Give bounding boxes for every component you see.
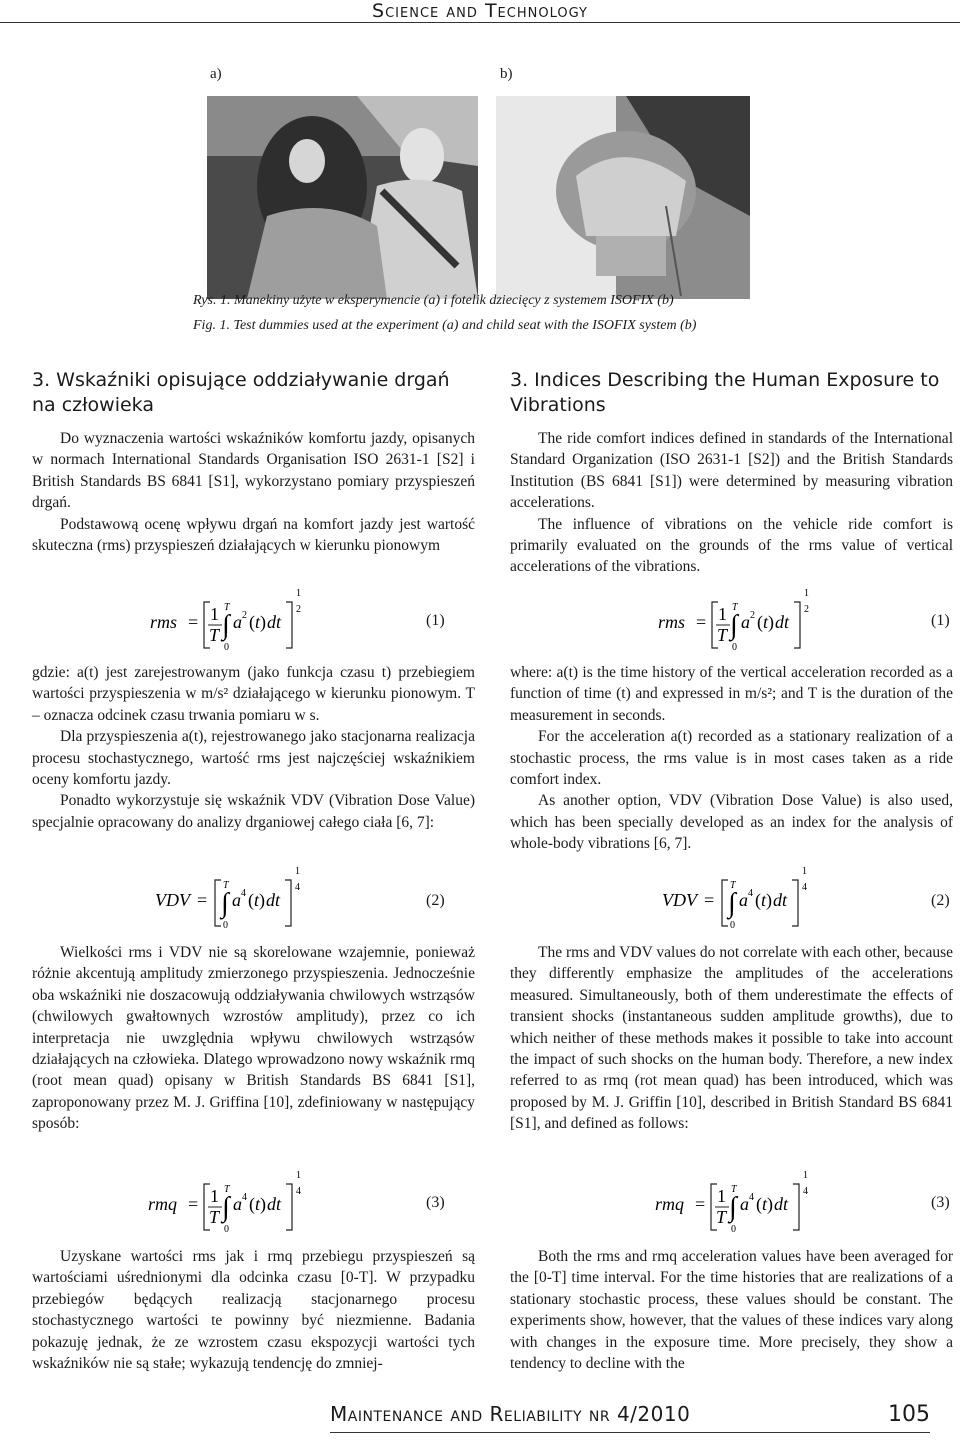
svg-text:0: 0 — [224, 1224, 229, 1235]
svg-text:t: t — [255, 1194, 261, 1214]
svg-text:dt: dt — [267, 612, 282, 632]
equation-rms-en — [658, 588, 828, 658]
svg-text:2: 2 — [750, 610, 755, 621]
svg-text:∫: ∫ — [222, 1192, 230, 1223]
svg-text:=: = — [197, 890, 208, 910]
equation-lhs: rms — [658, 612, 686, 632]
left-column-end — [32, 1246, 475, 1374]
right-column-middle — [510, 662, 953, 855]
equation-lhs: rms — [150, 612, 178, 632]
svg-text:0: 0 — [730, 920, 735, 931]
svg-text:T: T — [224, 1184, 230, 1195]
svg-text:a: a — [739, 890, 748, 910]
svg-text:1: 1 — [210, 604, 219, 624]
paragraph: As another option, VDV (Vibration Dose Value) is also used, which has been specially developed as an index for the analysis of whole-body vibrations [6, 7]. — [510, 792, 953, 853]
svg-text:T: T — [224, 602, 230, 613]
equation-number: (3) — [426, 1194, 445, 1211]
svg-text:1: 1 — [296, 588, 301, 599]
equation-lhs: VDV — [155, 890, 190, 910]
svg-text:t: t — [255, 612, 261, 632]
svg-text:=: = — [188, 1194, 199, 1214]
svg-text:t: t — [762, 1194, 768, 1214]
left-column-lower — [32, 942, 475, 1135]
svg-text:T: T — [732, 602, 738, 613]
svg-text:): ) — [259, 890, 265, 910]
paragraph: Both the rms and rmq acceleration values have been averaged for the [0-T] time interval. For the time histories that are realizations of a stationary stochastic process, these values should be constant. The experiments show, however, that the values of these indices vary along with changes in the exposure time. More precisely, they show a tendency to decline with the — [510, 1248, 953, 1373]
header-rule — [0, 22, 960, 23]
svg-text:t: t — [254, 890, 260, 910]
svg-text:4: 4 — [748, 888, 753, 899]
svg-text:(: ( — [249, 612, 255, 632]
running-header — [0, 0, 960, 24]
svg-text:T: T — [209, 1207, 220, 1227]
figure-caption-pl: Rys. 1. Manekiny użyte w eksperymencie (a) i fotelik dziecięcy z systemem ISOFIX (b) — [193, 293, 674, 308]
svg-text:T: T — [730, 880, 736, 891]
svg-text:T: T — [223, 880, 229, 891]
svg-text:a: a — [232, 890, 241, 910]
left-column-middle — [32, 662, 475, 833]
page-footer — [330, 1402, 930, 1426]
svg-text:4: 4 — [241, 888, 246, 899]
paragraph: where: a(t) is the time history of the vertical acceleration recorded as a function of time (t) and expressed in m/s²; and T is the duration of the measurement in seconds. — [510, 664, 953, 724]
svg-text:t: t — [763, 612, 769, 632]
paragraph: Wielkości rms i VDV nie są skorelowane wzajemnie, ponieważ różnie akcentują amplitudy zmierzonego przyspieszenia. Jednocześnie oba wskaźniki nie doszacowują oddziaływania chwilowych wstrząsów (chwilowych gwałtownych wzrostów amplitudy), przez co ich interpretacja nie uwzględnia wpływu chwilowych wstrząsów działających na człowieka. Dlatego wprowadzono nowy wskaźnik rmq (root mean quad) opisany w British Standards BS 6841 [S1], zaproponowany przez M. J. Griffina [10], zdefiniowany w następujący sposób: — [32, 944, 475, 1133]
svg-text:(: ( — [757, 612, 763, 632]
svg-text:4: 4 — [296, 1186, 301, 1197]
svg-text:t: t — [761, 890, 767, 910]
svg-text:1: 1 — [804, 588, 809, 599]
equation-number: (2) — [931, 892, 950, 909]
svg-text:0: 0 — [731, 1224, 736, 1235]
section-heading-en: 3. Indices Describing the Human Exposure to Vibrations — [510, 369, 940, 416]
equation-lhs: rmq — [148, 1194, 178, 1214]
equation-number: (1) — [426, 612, 445, 629]
footer-rule — [330, 1432, 930, 1433]
svg-text:a: a — [233, 612, 242, 632]
equation-number: (2) — [426, 892, 445, 909]
figure-caption-en: Fig. 1. Test dummies used at the experiment (a) and child seat with the ISOFIX system (b) — [193, 318, 697, 333]
svg-text:T: T — [717, 625, 728, 645]
svg-text:0: 0 — [223, 920, 228, 931]
svg-text:0: 0 — [224, 642, 229, 653]
svg-text:4: 4 — [749, 1192, 754, 1203]
svg-text:(: ( — [755, 890, 761, 910]
svg-text:4: 4 — [242, 1192, 247, 1203]
left-column-intro — [32, 428, 475, 556]
svg-text:1: 1 — [295, 866, 300, 877]
svg-text:∫: ∫ — [728, 888, 736, 919]
equation-number: (1) — [931, 612, 950, 629]
svg-text:dt: dt — [775, 612, 790, 632]
section-heading-pl: 3. Wskaźniki opisujące oddziaływanie drgań na człowieka — [32, 369, 450, 416]
svg-text:4: 4 — [295, 882, 300, 893]
journal-name: Maintenance and Reliability nr 4/2010 — [330, 1402, 691, 1426]
paragraph: The ride comfort indices defined in standards of the International Standard Organization (ISO 2631-1 [S2]) and the British Standards Institution (BS 6841 [S1]) were determined by measuring vibration accelerations. — [510, 430, 953, 512]
equation-rmq — [148, 1170, 318, 1240]
paragraph: Podstawową ocenę wpływu drgań na komfort jazdy jest wartość skuteczna (rms) przyspieszeń działających w kierunku pionowym — [32, 515, 475, 555]
svg-text:1: 1 — [210, 1186, 219, 1206]
svg-text:): ) — [260, 1194, 266, 1214]
svg-text:1: 1 — [717, 1186, 726, 1206]
paragraph: gdzie: a(t) jest zarejestrowanym (jako funkcja czasu t) przebiegiem wartości przyspieszenia w m/s² działającego w kierunku pionowym. T – oznacza odcinek czasu trwania pomiaru w s. — [32, 664, 475, 724]
svg-text:a: a — [741, 612, 750, 632]
paragraph: Uzyskane wartości rms jak i rmq przebiegu przyspieszeń są wartościami uśrednionymi dla odcinka czasu [0-T]. W przypadku przebiegów będących realizacją stacjonarnego procesu stochastycznego wartości te powinny być niezmienne. Badania pokazuję jednak, że ze wzrostem czasu ekspozycji wartości tych wskaźników nie są stałe; wykazują tendencję do zmniej- — [32, 1248, 475, 1373]
svg-text:∫: ∫ — [222, 610, 230, 641]
svg-text:a: a — [233, 1194, 242, 1214]
svg-text:2: 2 — [804, 604, 809, 615]
svg-text:): ) — [768, 612, 774, 632]
svg-text:∫: ∫ — [730, 610, 738, 641]
figure-label-b: b) — [500, 66, 513, 82]
photo-test-dummies — [207, 96, 478, 299]
svg-text:(: ( — [248, 890, 254, 910]
svg-text:(: ( — [249, 1194, 255, 1214]
equation-vdv — [155, 866, 315, 936]
paragraph: Ponadto wykorzystuje się wskaźnik VDV (Vibration Dose Value) specjalnie opracowany do analizy drganiowej całego ciała [6, 7]: — [32, 792, 475, 831]
right-column-end — [510, 1246, 953, 1374]
paragraph: The influence of vibrations on the vehicle ride comfort is primarily evaluated on the grounds of the rms value of vertical accelerations of the vibrations. — [510, 515, 953, 576]
svg-text:1: 1 — [803, 1170, 808, 1181]
equation-lhs: rmq — [655, 1194, 685, 1214]
svg-text:=: = — [695, 1194, 706, 1214]
svg-text:=: = — [696, 612, 707, 632]
page-number: 105 — [888, 1402, 930, 1427]
svg-text:): ) — [766, 890, 772, 910]
figure-label-a: a) — [210, 66, 222, 82]
svg-text:a: a — [740, 1194, 749, 1214]
svg-text:=: = — [704, 890, 715, 910]
paragraph: Do wyznaczenia wartości wskaźników komfortu jazdy, opisanych w normach International Standards Organisation ISO 2631-1 [S2] i British Standards BS 6841 [S1], wykorzystano pomiary przyspieszeń drgań. — [32, 430, 475, 512]
svg-text:4: 4 — [802, 882, 807, 893]
svg-text:2: 2 — [296, 604, 301, 615]
equation-rmq-en — [655, 1170, 825, 1240]
svg-text:0: 0 — [732, 642, 737, 653]
svg-text:T: T — [209, 625, 220, 645]
svg-text:1: 1 — [718, 604, 727, 624]
right-column-intro — [510, 428, 953, 578]
svg-text:∫: ∫ — [729, 1192, 737, 1223]
running-header-title: Science and Technology — [372, 0, 588, 22]
svg-text:): ) — [260, 612, 266, 632]
svg-text:T: T — [731, 1184, 737, 1195]
svg-text:dt: dt — [267, 1194, 282, 1214]
svg-text:dt: dt — [774, 1194, 789, 1214]
svg-text:2: 2 — [242, 610, 247, 621]
svg-text:1: 1 — [802, 866, 807, 877]
svg-text:4: 4 — [803, 1186, 808, 1197]
photo-child-seat-isofix — [496, 96, 750, 299]
equation-rms — [150, 588, 320, 658]
svg-text:): ) — [767, 1194, 773, 1214]
svg-text:T: T — [716, 1207, 727, 1227]
equation-vdv-en — [662, 866, 822, 936]
equation-number: (3) — [931, 1194, 950, 1211]
svg-text:1: 1 — [296, 1170, 301, 1181]
paragraph: The rms and VDV values do not correlate with each other, because they differently emphasize the amplitudes of the accelerations measured. Simultaneously, both of them underestimate the effects of transient shocks (instantaneous sudden amplitude growths), due to which neither of these methods makes it possible to take into account the impact of such shocks on the human body. Therefore, a new index referred to as rmq (rot mean quad) has been introduced, which was proposed by M. J. Griffin [10], described in British Standard BS 6841 [S1], and defined as follows: — [510, 944, 953, 1133]
svg-text:∫: ∫ — [221, 888, 229, 919]
svg-text:=: = — [188, 612, 199, 632]
equation-lhs: VDV — [662, 890, 697, 910]
paragraph: Dla przyspieszenia a(t), rejestrowanego jako stacjonarna realizacja procesu stochastycznego, wartość rms jest najczęściej wskaźnikiem oceny komfortu jazdy. — [32, 728, 475, 789]
right-column-lower — [510, 942, 953, 1135]
svg-text:dt: dt — [266, 890, 281, 910]
svg-text:dt: dt — [773, 890, 788, 910]
paragraph: For the acceleration a(t) recorded as a stationary realization of a stochastic process, the rms value is in most cases taken as a ride comfort index. — [510, 728, 953, 789]
svg-text:(: ( — [756, 1194, 762, 1214]
